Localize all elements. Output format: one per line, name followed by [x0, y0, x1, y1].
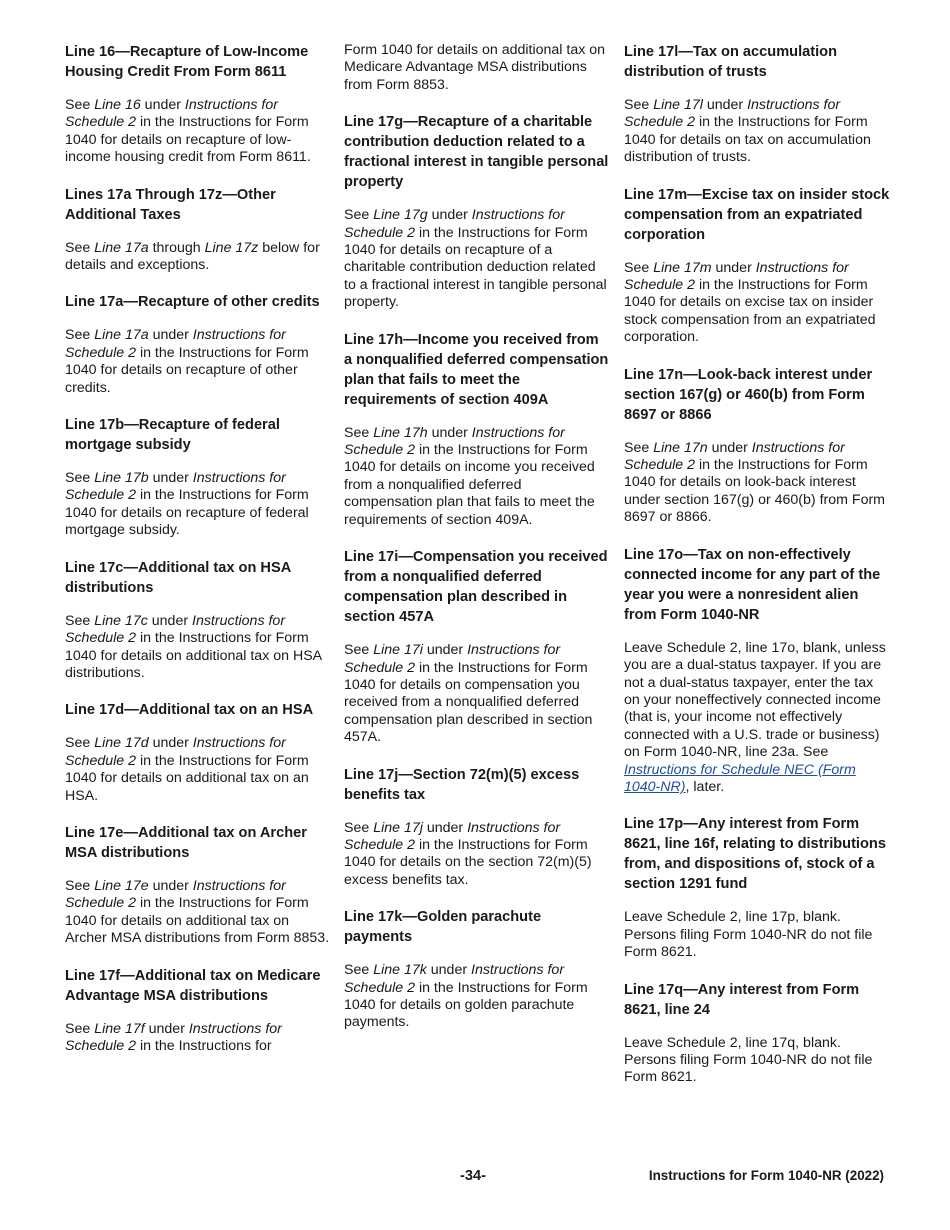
body-text: See	[65, 239, 95, 256]
section-body	[344, 425, 610, 529]
page-number: -34-	[460, 1168, 486, 1184]
body-text: under	[707, 439, 752, 456]
section-heading: Line 17e—Additional tax on Archer MSA distributions	[65, 824, 307, 861]
italic-reference: Line 17c	[94, 612, 148, 629]
body-text: See	[344, 207, 374, 224]
body-text: under	[427, 207, 472, 224]
italic-reference: Instructions for Schedule 2	[65, 1020, 282, 1054]
italic-reference: Line 17n	[653, 439, 708, 456]
body-text: , later.	[685, 778, 725, 795]
section-body	[344, 642, 610, 746]
italic-reference: Line 17i	[373, 642, 423, 659]
section-body	[65, 1021, 331, 1056]
section-body	[65, 240, 331, 275]
body-text: See	[344, 424, 374, 441]
body-text: under	[426, 962, 471, 979]
section-heading: Line 17j—Section 72(m)(5) excess benefits tax	[344, 766, 580, 803]
section-body	[624, 440, 890, 527]
body-text: under	[422, 819, 468, 836]
section-body	[65, 735, 331, 805]
section-heading: Line 17b—Recapture of federal mortgage subsidy	[65, 417, 280, 454]
section-heading: Line 17l—Tax on accumulation distribution of trusts	[624, 44, 838, 80]
italic-reference: Instructions for Schedule 2	[344, 424, 565, 459]
section-line-17p	[624, 814, 890, 961]
section-body	[624, 640, 890, 797]
italic-reference: Instructions for Schedule 2	[624, 259, 849, 294]
section-heading: Line 17c—Additional tax on HSA distributions	[65, 559, 291, 596]
section-line-16	[65, 42, 331, 167]
italic-reference: Line 17l	[653, 97, 703, 113]
body-text: in the Instructions for Form 1040 for details on the section 72(m)(5) excess benefits tax.	[344, 836, 592, 888]
section-heading: Line 17i—Compensation you received from a nonqualified deferred compensation plan described in section 457A	[344, 549, 608, 626]
italic-reference: Instructions for Schedule 2	[65, 877, 286, 912]
italic-reference: Line 17m	[653, 259, 712, 276]
section-body	[344, 207, 610, 311]
section-body	[65, 878, 331, 948]
italic-reference: Instructions for Schedule 2	[624, 439, 845, 474]
section-line-17b	[65, 415, 331, 540]
section-heading: Line 17p—Any interest from Form 8621, line 16f, relating to distributions from, and dispositions of, stock of a section 1291 fund	[624, 816, 886, 893]
italic-reference: Line 17b	[94, 470, 149, 487]
section-line-17i	[344, 547, 610, 746]
column-2	[344, 42, 610, 1050]
body-text: under	[711, 259, 756, 276]
italic-reference: Line 17h	[373, 424, 428, 441]
body-text: Form 1040 for details on additional tax on Medicare Advantage MSA distributions from Form 8853.	[344, 42, 606, 93]
section-line-17k	[344, 907, 610, 1032]
body-text: under	[148, 735, 193, 752]
italic-reference: Line 17d	[94, 735, 149, 752]
body-text: under	[148, 877, 193, 894]
italic-reference: Line 17k	[373, 962, 427, 979]
section-line-17q	[624, 980, 890, 1087]
italic-reference: Instructions for Schedule 2	[624, 97, 841, 131]
body-text: Leave Schedule 2, line 17q, blank. Persons filing Form 1040-NR do not file Form 8621.	[624, 1034, 873, 1086]
italic-reference: Line 17f	[94, 1020, 145, 1037]
section-heading: Line 17g—Recapture of a charitable contribution deduction related to a fractional interest in tangible personal property	[344, 114, 609, 191]
section-line-17m	[624, 185, 890, 347]
instructions-link[interactable]: Instructions for Schedule NEC (Form 1040-NR)	[624, 761, 856, 795]
section-line-17a	[65, 292, 331, 397]
body-text: in the Instructions for Form 1040 for details on golden parachute payments.	[344, 979, 588, 1031]
italic-reference: Line 17a	[94, 239, 149, 256]
italic-reference: Instructions for Schedule 2	[65, 327, 286, 361]
body-text: in the Instructions for Form 1040 for details on recapture of a charitable contribution deduction related to a fractional interest in tangible personal property.	[344, 224, 607, 311]
body-text: below for details and exceptions.	[65, 239, 320, 274]
section-line-17l	[624, 42, 890, 167]
section-lines-17a-17z	[65, 185, 331, 275]
body-text: See	[65, 877, 95, 894]
body-text: See	[65, 327, 95, 344]
column-1	[65, 42, 331, 1073]
document-title: Instructions for Form 1040-NR (2022)	[648, 1168, 884, 1183]
italic-reference: Instructions for Schedule 2	[344, 819, 561, 853]
body-text: Leave Schedule 2, line 17p, blank. Persons filing Form 1040-NR do not file Form 8621.	[624, 909, 873, 961]
section-body	[344, 820, 610, 890]
section-body	[344, 42, 610, 94]
italic-reference: Instructions for Schedule 2	[344, 962, 565, 996]
body-text: under	[702, 97, 748, 113]
body-text: under	[147, 612, 192, 629]
column-3	[624, 42, 890, 1105]
section-heading: Line 17q—Any interest from Form 8621, line 24	[624, 981, 860, 1018]
body-text: See	[65, 612, 95, 629]
body-text: See	[65, 470, 95, 487]
body-text: in the Instructions for Form 1040 for details on additional tax on HSA distributions.	[65, 630, 322, 681]
section-line-17d	[65, 700, 331, 805]
section-line-17n	[624, 365, 890, 527]
italic-reference: Instructions for Schedule 2	[65, 612, 286, 647]
body-text: See	[624, 259, 654, 276]
section-body	[624, 1035, 890, 1087]
body-text: under	[144, 1020, 189, 1037]
italic-reference: Line 17j	[373, 819, 423, 836]
body-text: See	[65, 1020, 95, 1037]
italic-reference: Line 17g	[373, 207, 428, 224]
section-body	[65, 97, 331, 167]
section-body	[344, 962, 610, 1032]
body-text: See	[344, 819, 374, 836]
body-text: See	[624, 439, 654, 456]
section-heading: Line 17m—Excise tax on insider stock compensation from an expatriated corporation	[624, 186, 890, 243]
section-body	[65, 327, 331, 397]
italic-reference: Instructions for Schedule 2	[344, 642, 561, 676]
section-line-17g	[344, 112, 610, 311]
section-body	[624, 97, 890, 167]
body-text: See	[344, 642, 374, 659]
section-heading: Line 17h—Income you received from a nonqualified deferred compensation plan that fails to meet the requirements of section 409A	[344, 331, 609, 408]
section-line-17f-cont	[344, 42, 610, 94]
italic-reference: Instructions for Schedule 2	[344, 207, 565, 241]
italic-reference: Instructions for Schedule 2	[65, 735, 286, 769]
body-text: under	[422, 642, 468, 659]
section-body	[624, 909, 890, 961]
body-text: in the Instructions for Form 1040 for details on recapture of federal mortgage subsidy.	[65, 487, 309, 539]
section-body	[624, 260, 890, 347]
section-body	[65, 613, 331, 683]
italic-reference: Line 16	[94, 97, 141, 113]
body-text: in the Instructions for Form 1040 for details on tax on accumulation distribution of trusts.	[624, 114, 871, 166]
body-text: Leave Schedule 2, line 17o, blank, unless you are a dual-status taxpayer. If you are not a dual-status taxpayer, enter the tax on your noneffectively connected income (that is, your income not effectively connected with a U.S. trade or business) on Form 1040-NR, line 23a. See	[624, 639, 886, 761]
body-text: through	[148, 239, 205, 256]
section-heading: Line 17d—Additional tax on an HSA	[65, 702, 314, 719]
body-text: under	[148, 470, 193, 487]
body-text: under	[427, 424, 472, 441]
section-line-17j	[344, 765, 610, 890]
body-text: in the Instructions for Form 1040 for details on income you received from a nonqualified deferred compensation plan that fails to meet the requirements of section 409A.	[344, 442, 595, 528]
body-text: See	[344, 962, 374, 979]
section-line-17f	[65, 966, 331, 1056]
section-line-17c	[65, 558, 331, 683]
body-text: under	[140, 97, 185, 113]
section-line-17h	[344, 330, 610, 529]
section-heading: Lines 17a Through 17z—Other Additional Taxes	[65, 186, 276, 223]
body-text: in the Instructions for Form 1040 for details on excise tax on insider stock compensation from an expatriated corporation.	[624, 277, 876, 346]
italic-reference: Line 17a	[94, 327, 149, 344]
italic-reference: Instructions for Schedule 2	[65, 470, 286, 504]
body-text: in the Instructions for	[136, 1037, 272, 1054]
section-heading: Line 17k—Golden parachute payments	[344, 909, 542, 946]
body-text: in the Instructions for Form 1040 for details on look-back interest under section 167(g) or 460(b) from Form 8697 or 8866.	[624, 457, 886, 526]
section-line-17e	[65, 823, 331, 948]
italic-reference: Line 17e	[94, 877, 149, 894]
body-text: in the Instructions for Form 1040 for details on additional tax on Archer MSA distributions from Form 8853.	[65, 895, 330, 947]
section-heading: Line 17a—Recapture of other credits	[65, 294, 320, 311]
section-body	[65, 470, 331, 540]
body-text: under	[148, 327, 193, 344]
section-heading: Line 17o—Tax on non-effectively connected income for any part of the year you were a nonresident alien from Form 1040-NR	[624, 546, 881, 623]
body-text: See	[65, 97, 95, 113]
body-text: in the Instructions for Form 1040 for details on recapture of low-income housing credit from Form 8611.	[65, 114, 311, 166]
section-heading: Line 16—Recapture of Low-Income Housing Credit From Form 8611	[65, 44, 309, 80]
italic-reference: Instructions for Schedule 2	[65, 97, 278, 131]
section-line-17o	[624, 545, 890, 797]
body-text: See	[65, 735, 95, 752]
section-heading: Line 17f—Additional tax on Medicare Advantage MSA distributions	[65, 967, 321, 1004]
body-text: in the Instructions for Form 1040 for details on recapture of other credits.	[65, 344, 309, 396]
body-text: in the Instructions for Form 1040 for details on additional tax on an HSA.	[65, 752, 309, 804]
section-heading: Line 17n—Look-back interest under section 167(g) or 460(b) from Form 8697 or 8866	[624, 366, 873, 423]
body-text: in the Instructions for Form 1040 for details on compensation you received from a nonqualified deferred compensation plan described in section 457A.	[344, 659, 593, 746]
italic-reference: Line 17z	[204, 239, 259, 256]
body-text: See	[624, 97, 654, 113]
